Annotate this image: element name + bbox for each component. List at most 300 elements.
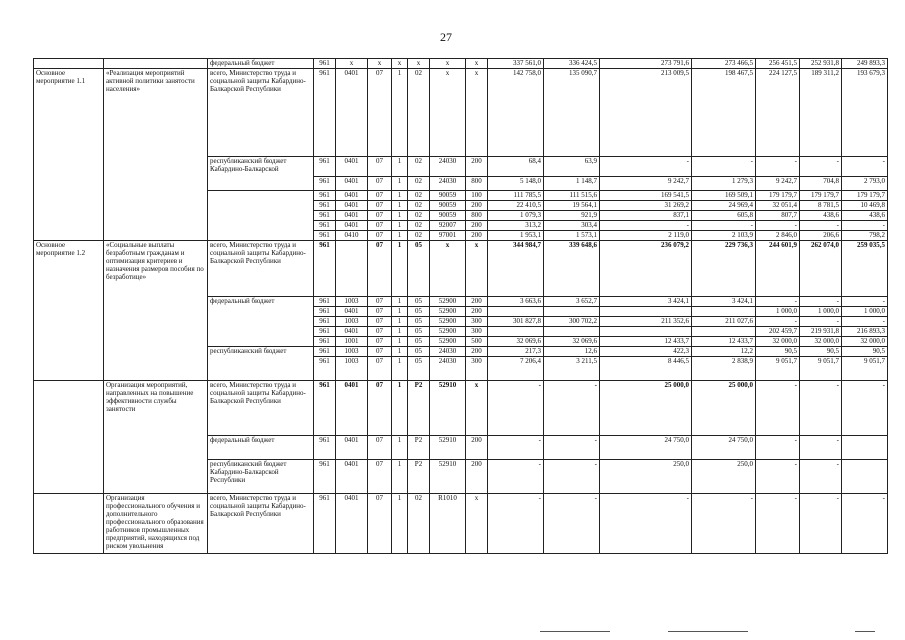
amount-cell: - xyxy=(756,221,800,231)
budget-code-cell: 02 xyxy=(408,221,430,231)
activity-name-cell: Организация мероприятий, направленных на повышение эффективности службы занятости xyxy=(104,381,208,494)
budget-code-cell: 52910 xyxy=(430,381,466,436)
budget-code-cell: 1003 xyxy=(336,297,368,307)
budget-code-cell: x xyxy=(392,59,408,69)
budget-code-cell: 961 xyxy=(314,177,336,191)
amount-cell: 31 269,2 xyxy=(600,201,692,211)
amount-cell: - xyxy=(600,494,692,554)
budget-code-cell: 1 xyxy=(392,69,408,157)
budget-code-cell: 07 xyxy=(368,221,392,231)
activity-status-cell xyxy=(34,494,104,554)
amount-cell: - xyxy=(488,494,544,554)
amount-cell: - xyxy=(756,494,800,554)
budget-code-cell: 200 xyxy=(466,460,488,494)
amount-cell: 213 009,5 xyxy=(600,69,692,157)
footer-rule xyxy=(540,631,610,632)
amount-cell: 313,2 xyxy=(488,221,544,231)
budget-code-cell: 0410 xyxy=(336,231,368,241)
budget-code-cell: 07 xyxy=(368,436,392,460)
budget-code-cell: 24030 xyxy=(430,347,466,357)
budget-code-cell: x xyxy=(430,59,466,69)
budget-code-cell: 961 xyxy=(314,221,336,231)
budget-code-cell: 1 xyxy=(392,327,408,337)
budget-code-cell: 07 xyxy=(368,211,392,221)
amount-cell: 32 000,0 xyxy=(756,337,800,347)
budget-code-cell: 961 xyxy=(314,191,336,201)
table-row xyxy=(34,494,888,554)
amount-cell: 90,5 xyxy=(800,347,842,357)
budget-code-cell: 961 xyxy=(314,231,336,241)
amount-cell: 3 424,1 xyxy=(600,297,692,307)
amount-cell: 3 424,1 xyxy=(692,297,756,307)
amount-cell: 32 000,0 xyxy=(842,337,888,347)
amount-cell: 229 736,3 xyxy=(692,241,756,297)
amount-cell: 301 827,8 xyxy=(488,317,544,327)
budget-code-cell: 07 xyxy=(368,460,392,494)
budget-code-cell: 52900 xyxy=(430,327,466,337)
amount-cell: - xyxy=(842,221,888,231)
amount-cell: 68,4 xyxy=(488,157,544,177)
budget-code-cell: 07 xyxy=(368,357,392,381)
budget-code-cell: 961 xyxy=(314,201,336,211)
amount-cell: 344 984,7 xyxy=(488,241,544,297)
amount-cell: 219 931,8 xyxy=(800,327,842,337)
amount-cell: 273 466,5 xyxy=(692,59,756,69)
budget-code-cell: x xyxy=(430,241,466,297)
budget-code-cell: 07 xyxy=(368,307,392,317)
budget-code-cell: 24030 xyxy=(430,177,466,191)
budget-code-cell: 961 xyxy=(314,494,336,554)
budget-code-cell: 90059 xyxy=(430,191,466,201)
budget-code-cell: 05 xyxy=(408,327,430,337)
funding-source-cell: всего, Министерство труда и социальной защиты Кабардино-Балкарской Республики xyxy=(208,494,314,554)
budget-code-cell: 1 xyxy=(392,460,408,494)
budget-code-cell: 500 xyxy=(466,337,488,347)
amount-cell: 837,1 xyxy=(600,211,692,221)
amount-cell: 189 311,2 xyxy=(800,69,842,157)
amount-cell: 2 119,0 xyxy=(600,231,692,241)
budget-code-cell: 1 xyxy=(392,297,408,307)
budget-code-cell: P2 xyxy=(408,460,430,494)
amount-cell: - xyxy=(488,381,544,436)
amount-cell: 438,6 xyxy=(842,211,888,221)
budget-code-cell: 52910 xyxy=(430,460,466,494)
budget-code-cell: 52900 xyxy=(430,337,466,347)
budget-code-cell: 07 xyxy=(368,157,392,177)
budget-code-cell: 961 xyxy=(314,460,336,494)
budget-code-cell: 0401 xyxy=(336,211,368,221)
budget-code-cell: 1 xyxy=(392,317,408,327)
budget-code-cell: 0401 xyxy=(336,191,368,201)
amount-cell: 12 433,7 xyxy=(692,337,756,347)
budget-code-cell: 05 xyxy=(408,337,430,347)
budget-code-cell: 90059 xyxy=(430,201,466,211)
amount-cell: 5 148,0 xyxy=(488,177,544,191)
amount-cell: - xyxy=(800,297,842,307)
amount-cell: 9 051,7 xyxy=(756,357,800,381)
budget-code-cell: 52910 xyxy=(430,436,466,460)
budget-code-cell: 02 xyxy=(408,69,430,157)
amount-cell: 256 451,5 xyxy=(756,59,800,69)
amount-cell: 1 953,1 xyxy=(488,231,544,241)
budget-code-cell: 05 xyxy=(408,297,430,307)
budget-code-cell: 1003 xyxy=(336,357,368,381)
amount-cell xyxy=(488,307,544,317)
table-row xyxy=(34,69,888,157)
amount-cell: 19 564,1 xyxy=(544,201,600,211)
budget-code-cell: 961 xyxy=(314,347,336,357)
amount-cell: 1 079,3 xyxy=(488,211,544,221)
budget-code-cell: 02 xyxy=(408,201,430,211)
amount-cell: - xyxy=(692,221,756,231)
budget-code-cell: 200 xyxy=(466,347,488,357)
budget-code-cell: 0401 xyxy=(336,69,368,157)
budget-code-cell: x xyxy=(466,59,488,69)
budget-code-cell: 1 xyxy=(392,177,408,191)
budget-code-cell: 961 xyxy=(314,327,336,337)
amount-cell: 807,7 xyxy=(756,211,800,221)
funding-source-cell: федеральный бюджет xyxy=(208,297,314,347)
amount-cell: - xyxy=(800,221,842,231)
budget-code-cell: x xyxy=(466,381,488,436)
amount-cell: - xyxy=(842,494,888,554)
budget-code-cell: 200 xyxy=(466,436,488,460)
budget-code-cell: 0401 xyxy=(336,460,368,494)
table-row xyxy=(34,59,888,69)
amount-cell xyxy=(842,436,888,460)
amount-cell: 704,8 xyxy=(800,177,842,191)
amount-cell: - xyxy=(756,460,800,494)
budget-code-cell: 05 xyxy=(408,241,430,297)
amount-cell xyxy=(692,307,756,317)
amount-cell: - xyxy=(544,381,600,436)
amount-cell: - xyxy=(842,317,888,327)
amount-cell: 9 242,7 xyxy=(600,177,692,191)
amount-cell: 10 469,8 xyxy=(842,201,888,211)
budget-code-cell: 07 xyxy=(368,317,392,327)
amount-cell: 249 893,3 xyxy=(842,59,888,69)
amount-cell: - xyxy=(800,494,842,554)
budget-code-cell: 02 xyxy=(408,157,430,177)
budget-code-cell: 961 xyxy=(314,157,336,177)
amount-cell: 250,0 xyxy=(692,460,756,494)
budget-code-cell: 90059 xyxy=(430,211,466,221)
amount-cell: 336 424,5 xyxy=(544,59,600,69)
budget-code-cell: 0401 xyxy=(336,201,368,211)
budget-code-cell: 1 xyxy=(392,157,408,177)
budget-code-cell: 961 xyxy=(314,307,336,317)
budget-code-cell: 52900 xyxy=(430,297,466,307)
amount-cell: - xyxy=(800,436,842,460)
budget-code-cell: 05 xyxy=(408,357,430,381)
activity-name-cell: Организация профессионального обучения и дополнительного профессионального образования работников промышленных предприятий, находящихся под риском увольнения xyxy=(104,494,208,554)
amount-cell: 300 702,2 xyxy=(544,317,600,327)
amount-cell: 1 000,0 xyxy=(800,307,842,317)
amount-cell: - xyxy=(800,460,842,494)
budget-code-cell: 97001 xyxy=(430,231,466,241)
budget-code-cell: 24030 xyxy=(430,157,466,177)
amount-cell: - xyxy=(756,317,800,327)
amount-cell: 198 467,5 xyxy=(692,69,756,157)
funding-source-cell: всего, Министерство труда и социальной защиты Кабардино-Балкарской Республики xyxy=(208,69,314,157)
amount-cell: - xyxy=(692,494,756,554)
amount-cell: 798,2 xyxy=(842,231,888,241)
table-row xyxy=(34,381,888,436)
amount-cell: 252 931,8 xyxy=(800,59,842,69)
budget-code-cell: 1 xyxy=(392,357,408,381)
amount-cell: - xyxy=(692,157,756,177)
amount-cell: 63,9 xyxy=(544,157,600,177)
funding-source-cell: всего, Министерство труда и социальной защиты Кабардино-Балкарской Республики xyxy=(208,381,314,436)
amount-cell: 25 000,0 xyxy=(692,381,756,436)
budget-code-cell: 02 xyxy=(408,177,430,191)
amount-cell: 24 969,4 xyxy=(692,201,756,211)
budget-code-cell: 300 xyxy=(466,327,488,337)
amount-cell: 438,6 xyxy=(800,211,842,221)
budget-code-cell: x xyxy=(466,494,488,554)
amount-cell: 202 459,7 xyxy=(756,327,800,337)
budget-code-cell: 07 xyxy=(368,177,392,191)
budget-code-cell: 07 xyxy=(368,347,392,357)
amount-cell xyxy=(488,327,544,337)
budget-code-cell: 07 xyxy=(368,201,392,211)
amount-cell: 1 279,3 xyxy=(692,177,756,191)
amount-cell: 303,4 xyxy=(544,221,600,231)
budget-code-cell: P2 xyxy=(408,436,430,460)
amount-cell: 8 446,5 xyxy=(600,357,692,381)
budget-code-cell: 1 xyxy=(392,241,408,297)
amount-cell: 217,3 xyxy=(488,347,544,357)
budget-code-cell: 02 xyxy=(408,494,430,554)
budget-code-cell: 0401 xyxy=(336,436,368,460)
budget-code-cell: 1 xyxy=(392,347,408,357)
budget-code-cell: 200 xyxy=(466,201,488,211)
budget-code-cell: 100 xyxy=(466,191,488,201)
amount-cell: 32 069,6 xyxy=(488,337,544,347)
activity-name-cell xyxy=(104,59,208,69)
budget-code-cell: 07 xyxy=(368,241,392,297)
budget-code-cell: 1001 xyxy=(336,337,368,347)
budget-code-cell: 200 xyxy=(466,297,488,307)
budget-code-cell: R1010 xyxy=(430,494,466,554)
amount-cell: 25 000,0 xyxy=(600,381,692,436)
budget-code-cell: 02 xyxy=(408,231,430,241)
budget-code-cell: 200 xyxy=(466,221,488,231)
budget-code-cell: 200 xyxy=(466,157,488,177)
budget-code-cell: x xyxy=(430,69,466,157)
amount-cell: 262 074,0 xyxy=(800,241,842,297)
amount-cell: 12 433,7 xyxy=(600,337,692,347)
amount-cell: - xyxy=(544,436,600,460)
amount-cell: 111 515,6 xyxy=(544,191,600,201)
amount-cell: 216 893,3 xyxy=(842,327,888,337)
budget-code-cell: 300 xyxy=(466,317,488,327)
activity-status-cell: Основное мероприятие 1.1 xyxy=(34,69,104,241)
table-row xyxy=(34,241,888,297)
budget-code-cell: 05 xyxy=(408,307,430,317)
activity-status-cell xyxy=(34,59,104,69)
amount-cell: 32 069,6 xyxy=(544,337,600,347)
budget-code-cell: 05 xyxy=(408,317,430,327)
amount-cell: 142 758,0 xyxy=(488,69,544,157)
amount-cell: - xyxy=(600,221,692,231)
budget-code-cell: 02 xyxy=(408,191,430,201)
amount-cell: 3 663,6 xyxy=(488,297,544,307)
budget-code-cell: P2 xyxy=(408,381,430,436)
amount-cell: 193 679,3 xyxy=(842,69,888,157)
activity-name-cell: «Социальные выплаты безработным гражданам и оптимизация критериев и назначения размеров пособия по безработице» xyxy=(104,241,208,381)
budget-code-cell: 961 xyxy=(314,211,336,221)
amount-cell xyxy=(842,460,888,494)
budget-code-cell: 52900 xyxy=(430,317,466,327)
funding-source-cell: всего, Министерство труда и социальной защиты Кабардино-Балкарской Республики xyxy=(208,241,314,297)
amount-cell: - xyxy=(842,297,888,307)
budget-code-cell: 0401 xyxy=(336,327,368,337)
amount-cell: 244 601,9 xyxy=(756,241,800,297)
amount-cell: 273 791,6 xyxy=(600,59,692,69)
budget-code-cell: 1 xyxy=(392,381,408,436)
funding-source-cell xyxy=(208,191,314,241)
budget-code-cell: 1 xyxy=(392,221,408,231)
budget-code-cell: 24030 xyxy=(430,357,466,381)
amount-cell: 90,5 xyxy=(756,347,800,357)
activity-status-cell xyxy=(34,381,104,494)
amount-cell: 921,9 xyxy=(544,211,600,221)
amount-cell: 135 090,7 xyxy=(544,69,600,157)
amount-cell: 1 573,1 xyxy=(544,231,600,241)
budget-code-cell: 0401 xyxy=(336,307,368,317)
budget-code-cell: 1 xyxy=(392,494,408,554)
amount-cell: 2 103,9 xyxy=(692,231,756,241)
budget-code-cell: 200 xyxy=(466,231,488,241)
budget-code-cell: x xyxy=(466,241,488,297)
amount-cell: 179 179,7 xyxy=(842,191,888,201)
budget-code-cell: 1 xyxy=(392,201,408,211)
amount-cell: 339 648,6 xyxy=(544,241,600,297)
budget-code-cell: 961 xyxy=(314,241,336,297)
amount-cell: 206,6 xyxy=(800,231,842,241)
amount-cell: 90,5 xyxy=(842,347,888,357)
funding-source-cell: республиканский бюджет Кабардино-Балкарской Республики xyxy=(208,460,314,494)
amount-cell: 32 000,0 xyxy=(800,337,842,347)
activity-status-cell: Основное мероприятие 1.2 xyxy=(34,241,104,381)
amount-cell: 179 179,7 xyxy=(800,191,842,201)
amount-cell xyxy=(600,307,692,317)
amount-cell xyxy=(544,307,600,317)
budget-code-cell: x xyxy=(466,69,488,157)
amount-cell: 9 051,7 xyxy=(800,357,842,381)
amount-cell: - xyxy=(756,157,800,177)
amount-cell: - xyxy=(488,460,544,494)
amount-cell: 12,6 xyxy=(544,347,600,357)
budget-code-cell: 1 xyxy=(392,436,408,460)
amount-cell xyxy=(600,327,692,337)
footer-rule xyxy=(855,631,875,632)
footer-rule xyxy=(668,631,748,632)
amount-cell: 259 035,5 xyxy=(842,241,888,297)
page-number: 27 xyxy=(440,30,452,44)
budget-table-container xyxy=(33,58,888,554)
amount-cell: - xyxy=(800,381,842,436)
budget-code-cell: 07 xyxy=(368,381,392,436)
budget-code-cell: 961 xyxy=(314,381,336,436)
budget-code-cell: 1003 xyxy=(336,347,368,357)
amount-cell: 24 750,0 xyxy=(692,436,756,460)
budget-code-cell: 961 xyxy=(314,69,336,157)
budget-code-cell xyxy=(336,241,368,297)
amount-cell: - xyxy=(544,460,600,494)
amount-cell: 3 652,7 xyxy=(544,297,600,307)
amount-cell: 2 846,0 xyxy=(756,231,800,241)
amount-cell: 224 127,5 xyxy=(756,69,800,157)
funding-source-cell: республиканский бюджет xyxy=(208,347,314,381)
amount-cell: 169 541,5 xyxy=(600,191,692,201)
amount-cell: 337 561,0 xyxy=(488,59,544,69)
budget-code-cell: 0401 xyxy=(336,381,368,436)
amount-cell: 9 051,7 xyxy=(842,357,888,381)
amount-cell: - xyxy=(800,157,842,177)
budget-code-cell: 800 xyxy=(466,177,488,191)
amount-cell: 1 000,0 xyxy=(756,307,800,317)
budget-code-cell: 200 xyxy=(466,307,488,317)
amount-cell: 111 785,5 xyxy=(488,191,544,201)
budget-code-cell: x xyxy=(408,59,430,69)
amount-cell: 3 211,5 xyxy=(544,357,600,381)
amount-cell: 2 793,0 xyxy=(842,177,888,191)
budget-code-cell: 02 xyxy=(408,211,430,221)
amount-cell: 1 148,7 xyxy=(544,177,600,191)
budget-code-cell: 961 xyxy=(314,297,336,307)
amount-cell: 169 509,1 xyxy=(692,191,756,201)
budget-code-cell: 92007 xyxy=(430,221,466,231)
amount-cell: 22 410,5 xyxy=(488,201,544,211)
amount-cell: 2 838,9 xyxy=(692,357,756,381)
budget-code-cell: 1 xyxy=(392,191,408,201)
amount-cell: - xyxy=(544,494,600,554)
budget-code-cell: x xyxy=(368,59,392,69)
budget-code-cell: 961 xyxy=(314,59,336,69)
funding-source-cell: федеральный бюджет xyxy=(208,59,314,69)
budget-code-cell: 800 xyxy=(466,211,488,221)
budget-code-cell: 1 xyxy=(392,337,408,347)
amount-cell: - xyxy=(756,297,800,307)
amount-cell: 605,8 xyxy=(692,211,756,221)
budget-code-cell: 0401 xyxy=(336,494,368,554)
budget-code-cell: 07 xyxy=(368,327,392,337)
budget-code-cell: 07 xyxy=(368,191,392,201)
budget-code-cell: x xyxy=(336,59,368,69)
amount-cell xyxy=(544,327,600,337)
activity-name-cell: «Реализация мероприятий активной политики занятости населения» xyxy=(104,69,208,241)
amount-cell: 1 000,0 xyxy=(842,307,888,317)
amount-cell: - xyxy=(600,157,692,177)
amount-cell: 211 352,6 xyxy=(600,317,692,327)
amount-cell: - xyxy=(756,436,800,460)
amount-cell: 7 206,4 xyxy=(488,357,544,381)
amount-cell: 24 750,0 xyxy=(600,436,692,460)
amount-cell: 211 027,6 xyxy=(692,317,756,327)
budget-code-cell: 1 xyxy=(392,231,408,241)
amount-cell: 422,3 xyxy=(600,347,692,357)
amount-cell: - xyxy=(842,157,888,177)
funding-source-cell: республиканский бюджет Кабардино-Балкарской xyxy=(208,157,314,191)
budget-code-cell: 1003 xyxy=(336,317,368,327)
budget-code-cell: 0401 xyxy=(336,177,368,191)
budget-code-cell: 1 xyxy=(392,307,408,317)
budget-code-cell: 961 xyxy=(314,317,336,327)
amount-cell xyxy=(692,327,756,337)
amount-cell: 179 179,7 xyxy=(756,191,800,201)
